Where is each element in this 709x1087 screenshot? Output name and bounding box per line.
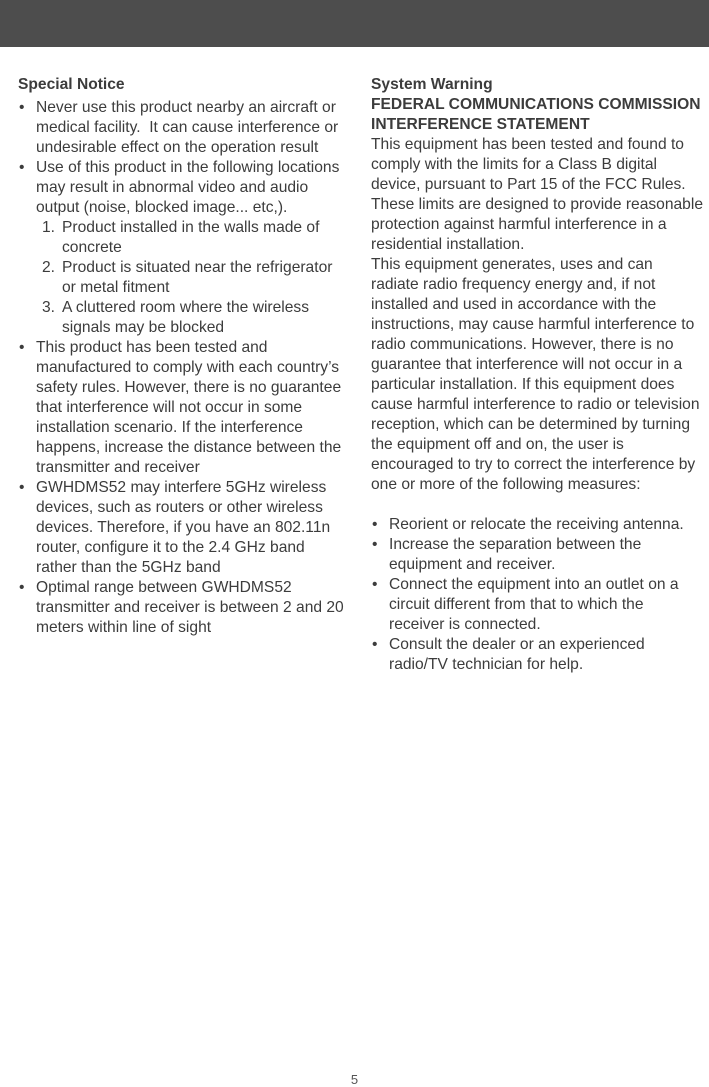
sublist-number: 2. xyxy=(42,259,56,276)
sublist-item xyxy=(36,258,348,298)
sublist-item-text: Product is situated near the refrigerator or metal fitment xyxy=(62,259,333,296)
bullet-icon: • xyxy=(372,636,378,653)
list-item xyxy=(371,515,703,535)
page-number: 5 xyxy=(350,1072,359,1087)
header-bar xyxy=(0,0,709,47)
list-item-text: Optimal range between GWHDMS52 transmitter and receiver is between 2 and 20 meters within line of sight xyxy=(36,579,344,636)
system-warning-section xyxy=(371,75,703,675)
bullet-icon: • xyxy=(19,579,25,596)
list-item-text: Use of this product in the following locations may result in abnormal video and audio output (noise, blocked image... etc,). xyxy=(36,159,340,216)
list-item-text: Never use this product nearby an aircraft or medical facility. It can cause interference or undesirable effect on the operation result xyxy=(36,99,339,156)
fcc-paragraph-1: This equipment has been tested and found to comply with the limits for a Class B digital device, pursuant to Part 15 of the FCC Rules. These limits are designed to provide reasonable protection against harmful interference in a residential installation. xyxy=(371,136,703,253)
bullet-icon: • xyxy=(19,159,25,176)
sublist-number: 3. xyxy=(42,299,56,316)
list-item xyxy=(371,535,703,575)
list-item-text: Increase the separation between the equipment and receiver. xyxy=(389,536,642,573)
bullet-icon: • xyxy=(372,516,378,533)
special-notice-list xyxy=(18,98,348,638)
list-item xyxy=(18,578,348,638)
special-notice-section xyxy=(18,75,348,638)
fcc-statement-title: FEDERAL COMMUNICATIONS COMMISSION INTERFERENCE STATEMENT xyxy=(371,96,701,133)
list-item xyxy=(371,635,703,675)
spacer xyxy=(371,495,703,515)
sublist-item xyxy=(36,298,348,338)
measures-list xyxy=(371,515,703,675)
sublist-item-text: A cluttered room where the wireless signals may be blocked xyxy=(62,299,310,336)
sublist-item-text: Product installed in the walls made of concrete xyxy=(62,219,320,256)
sublist-number: 1. xyxy=(42,219,56,236)
special-notice-title: Special Notice xyxy=(18,76,125,93)
bullet-icon: • xyxy=(19,99,25,116)
list-item xyxy=(18,478,348,578)
sublist-item xyxy=(36,218,348,258)
list-item xyxy=(18,338,348,478)
list-item-text: Connect the equipment into an outlet on a circuit different from that to which the receiver is connected. xyxy=(389,576,679,633)
list-item-text: Reorient or relocate the receiving antenna. xyxy=(389,516,684,533)
bullet-icon: • xyxy=(19,479,25,496)
bullet-icon: • xyxy=(372,536,378,553)
list-item-text: Consult the dealer or an experienced radio/TV technician for help. xyxy=(389,636,645,673)
fcc-paragraph-2: This equipment generates, uses and can radiate radio frequency energy and, if not installed and used in accordance with the instructions, may cause harmful interference to radio communications. However, there is no guarantee that interference will not occur in a particular installation. If this equipment does cause harmful interference to radio or television reception, which can be determined by turning the equipment off and on, the user is encouraged to try to correct the interference by one or more of the following measures: xyxy=(371,256,700,493)
list-item xyxy=(18,98,348,158)
list-item xyxy=(371,575,703,635)
list-item xyxy=(18,158,348,338)
list-item-text: GWHDMS52 may interfere 5GHz wireless devices, such as routers or other wireless devices. Therefore, if you have an 802.11n router, configure it to the 2.4 GHz band rather than the 5GHz band xyxy=(36,479,331,576)
bullet-icon: • xyxy=(19,339,25,356)
system-warning-title: System Warning xyxy=(371,76,493,93)
list-item-text: This product has been tested and manufactured to comply with each country’s safety rules. However, there is no guarantee that interference will not occur in some installation scenario. If the interference happens, increase the distance between the transmitter and receiver xyxy=(36,339,342,476)
bullet-icon: • xyxy=(372,576,378,593)
sublist xyxy=(36,218,348,338)
